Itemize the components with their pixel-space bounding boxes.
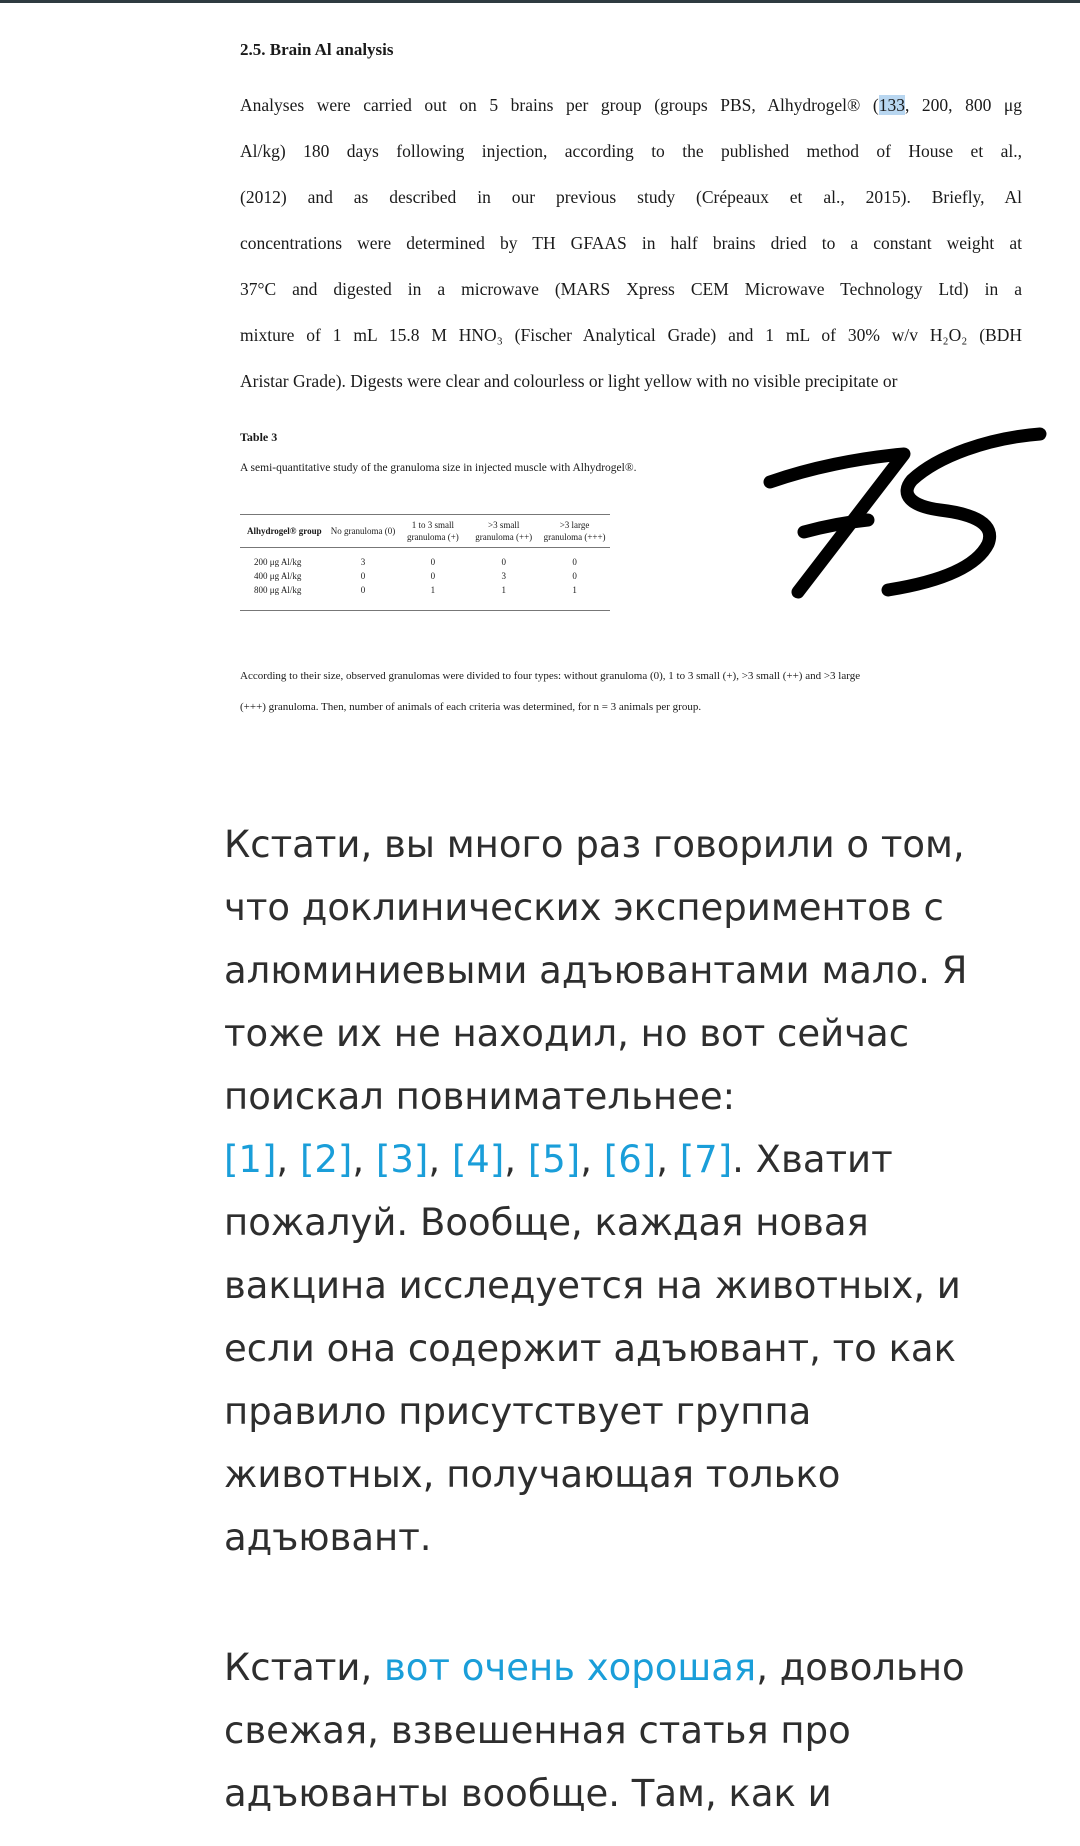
top-border (0, 0, 1080, 3)
text-span: , (352, 1138, 376, 1181)
table-cell: 0 (430, 557, 436, 567)
text-span: тоже их не находил, но вот сейчас (224, 1012, 910, 1055)
text-span: , (580, 1138, 604, 1181)
text-line (224, 1380, 1044, 1443)
reference-link[interactable]: [2] (299, 1138, 353, 1181)
text-line (240, 220, 1022, 266)
handwritten-annotation (762, 420, 1048, 602)
table-header-cell: No granuloma (0) (330, 526, 396, 536)
text-span: свежая, взвешенная статья про (224, 1709, 851, 1752)
text-span: 37°C and digested in a microwave (MARS Xpress CEM Microwave Technology Ltd) in a (240, 279, 1022, 299)
text-line (240, 128, 1022, 174)
table-footnote-line: According to their size, observed granulomas were divided to four types: without granuloma (0), 1 to 3 small (+), >3 small (++) and >3 large (240, 670, 861, 682)
comment-paragraph-2 (224, 1636, 1044, 1825)
paper-paragraph (240, 82, 1022, 404)
text-line (224, 1699, 1044, 1762)
table-row (240, 569, 610, 583)
text-line (224, 1317, 1044, 1380)
text-span: Кстати, вы много раз говорили о том, (224, 823, 965, 866)
text-line (224, 1254, 1044, 1317)
reference-link[interactable]: [7] (679, 1138, 733, 1181)
reference-link[interactable]: вот очень хорошая (383, 1646, 757, 1689)
table-cell: 1 (539, 583, 610, 611)
text-line (224, 1065, 1044, 1128)
text-line (224, 1636, 1044, 1699)
text-line (224, 1128, 1044, 1191)
table-cell: 0 (430, 571, 436, 581)
table-cell: 0 (329, 583, 398, 611)
table-cell: 1 (468, 583, 539, 611)
comment-paragraph-1 (224, 813, 1044, 1569)
text-span: Aristar Grade). Digests were clear and colourless or light yellow with no visible precipitate or (240, 371, 898, 391)
text-span: , (276, 1138, 300, 1181)
text-span: (2012) and as described in our previous study (Crépeaux et al., 2015). Briefly, Al (240, 187, 1022, 207)
text-span: правило присутствует группа (224, 1390, 812, 1433)
reference-link[interactable]: [4] (451, 1138, 505, 1181)
table-cell: 1 (397, 583, 468, 611)
text-span: если она содержит адъювант, то как (224, 1327, 956, 1370)
reference-link[interactable]: [3] (375, 1138, 429, 1181)
table-cell: 3 (360, 557, 366, 567)
text-span: адъюванты вообще. Там, как и (224, 1772, 832, 1815)
text-span: , (656, 1138, 680, 1181)
text-span: , (428, 1138, 452, 1181)
text-line (224, 1443, 1044, 1506)
table-cell: 200 μg Al/kg (254, 557, 302, 567)
text-line (224, 1191, 1044, 1254)
table-cell: 3 (501, 571, 506, 581)
text-span: . Хватит (732, 1138, 893, 1181)
text-line (240, 174, 1022, 220)
table-cell: 0 (501, 557, 506, 567)
text-line (240, 266, 1022, 312)
table-header-cell: Alhydrogel® group (246, 526, 322, 536)
text-line (224, 1506, 1044, 1569)
granuloma-table (240, 514, 610, 611)
table-label: Table 3 (240, 430, 278, 444)
text-line (224, 1762, 1044, 1825)
text-span: Кстати, (224, 1646, 384, 1689)
table-caption: A semi-quantitative study of the granuloma size in injected muscle with Alhydrogel®. (240, 462, 637, 474)
highlighted-text: 133 (878, 95, 905, 115)
text-span: Al/kg) 180 days following injection, according to the published method of House et al., (240, 141, 1022, 161)
table-row (240, 548, 610, 570)
table-header-row (240, 515, 610, 548)
text-span: что доклинических экспериментов с (224, 886, 944, 929)
text-line (224, 939, 1044, 1002)
text-span: поискал повнимательнее: (224, 1075, 736, 1118)
text-span: mixture of 1 mL 15.8 M HNO₃ (Fischer Analytical Grade) and 1 mL of 30% w/v H₂O₂ (BDH (240, 325, 1022, 345)
text-span: алюминиевыми адъювантами мало. Я (224, 949, 968, 992)
table-header-cell: >3 small granuloma (++) (475, 520, 533, 542)
text-span: вакцина исследуется на животных, и (224, 1264, 961, 1307)
section-heading: 2.5. Brain Al analysis (240, 40, 394, 59)
table-cell: 0 (572, 557, 577, 567)
reference-link[interactable]: [6] (603, 1138, 657, 1181)
table-header-cell: 1 to 3 small granuloma (+) (406, 520, 459, 542)
table-cell: 0 (572, 571, 577, 581)
text-line (224, 1002, 1044, 1065)
text-span: Analyses were carried out on 5 brains per group (groups PBS, Alhydrogel® ( (240, 95, 879, 115)
table-row (240, 583, 610, 611)
reference-link[interactable]: [5] (527, 1138, 581, 1181)
reference-link[interactable]: [1] (224, 1138, 277, 1181)
text-span: пожалуй. Вообще, каждая новая (224, 1201, 869, 1244)
text-span: адъювант. (224, 1516, 432, 1559)
text-span: concentrations were determined by TH GFAAS in half brains dried to a constant weight at (240, 233, 1022, 253)
text-line (240, 82, 1022, 128)
paper-excerpt-image (228, 20, 1038, 730)
text-line (224, 813, 1044, 876)
table-cell: 0 (360, 571, 366, 581)
text-span: , довольно (756, 1646, 965, 1689)
text-span: животных, получающая только (224, 1453, 841, 1496)
text-line (240, 358, 1022, 404)
table-cell: 400 μg Al/kg (254, 571, 302, 581)
table-header-cell: >3 large granuloma (+++) (543, 520, 606, 542)
text-span: , (504, 1138, 528, 1181)
table-footnote-line: (+++) granuloma. Then, number of animals of each criteria was determined, for n = 3 animals per group. (240, 701, 702, 713)
text-span: , 200, 800 μg (904, 95, 1022, 115)
table-cell: 800 μg Al/kg (240, 583, 329, 611)
text-line (224, 876, 1044, 939)
text-line (240, 312, 1022, 358)
